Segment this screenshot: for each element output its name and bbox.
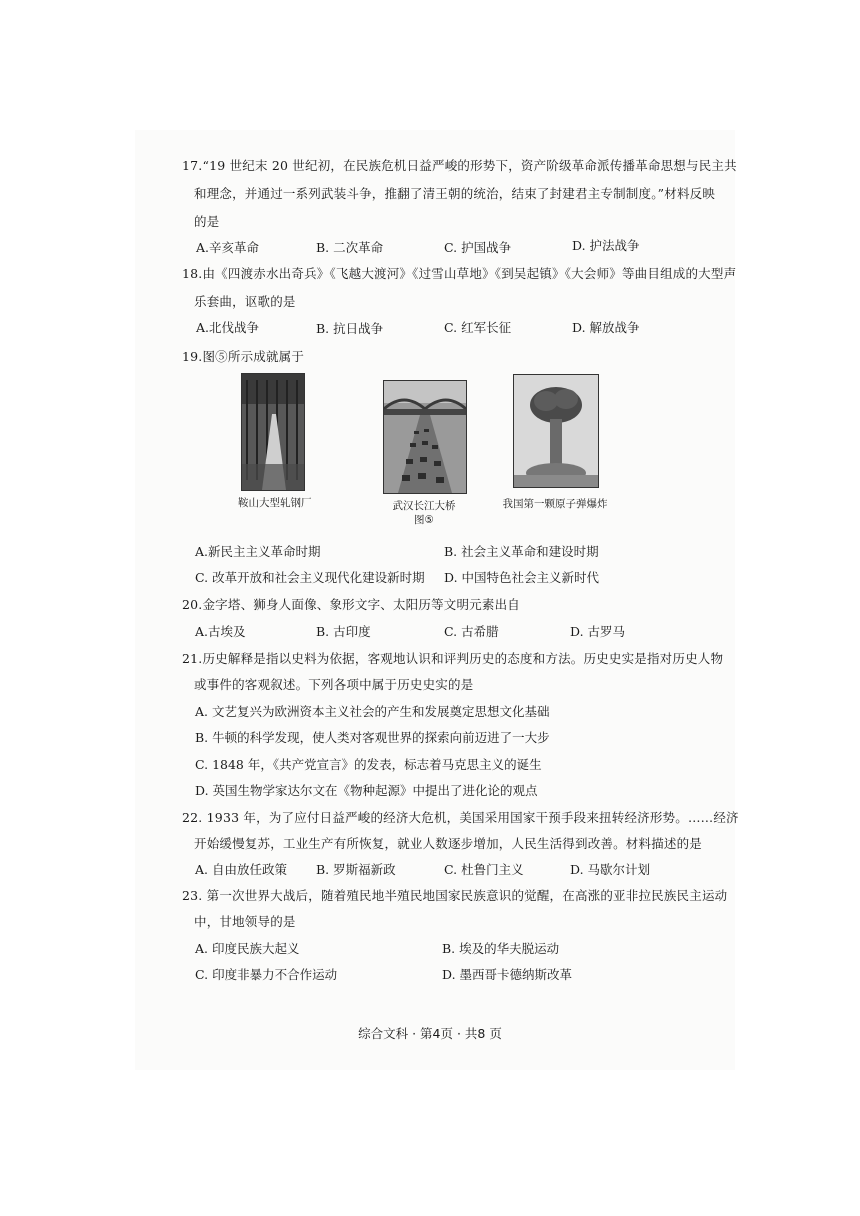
q19-option-a[interactable]: A.新民主主义革命时期 [195, 544, 321, 559]
q23-option-b[interactable]: B. 埃及的华夫脱运动 [442, 941, 560, 956]
q18-option-b[interactable]: B. 抗日战争 [316, 321, 384, 336]
q21-line-2: 或事件的客观叙述。下列各项中属于历史史实的是 [194, 677, 474, 692]
q20-option-b[interactable]: B. 古印度 [316, 624, 371, 639]
q18-option-a[interactable]: A.北伐战争 [196, 320, 260, 335]
q17-line-1: 17.“19 世纪末 20 世纪初，在民族危机日益严峻的形势下，资产阶级革命派传播革命思想与民主共 [182, 158, 737, 173]
q23-line-2: 中，甘地领导的是 [194, 914, 296, 929]
figure-caption-yangtze-bridge: 武汉长江大桥 [392, 500, 456, 512]
q23-line-1: 23. 第一次世界大战后，随着殖民地半殖民地国家民族意识的觉醒，在高涨的亚非拉民族民主运动 [182, 888, 728, 903]
q23-option-d[interactable]: D. 墨西哥卡德纳斯改革 [442, 967, 573, 982]
q17-line-2: 和理念，并通过一系列武装斗争，推翻了清王朝的统治，结束了封建君主专制制度。”材料反映 [194, 186, 716, 201]
q23-option-a[interactable]: A. 印度民族大起义 [195, 941, 300, 956]
q22-line-2: 开始缓慢复苏，工业生产有所恢复，就业人数逐步增加，人民生活得到改善。材料描述的是 [194, 836, 703, 851]
q19-option-b[interactable]: B. 社会主义革命和建设时期 [444, 544, 599, 559]
q18-line-1: 18.由《四渡赤水出奇兵》《飞越大渡河》《过雪山草地》《到吴起镇》《大会师》等曲目组成的大型声 [182, 266, 737, 281]
q22-option-b[interactable]: B. 罗斯福新政 [316, 862, 396, 877]
atomic-bomb-photo [513, 374, 599, 488]
q20-option-c[interactable]: C. 古希腊 [444, 624, 499, 639]
q17-line-3: 的是 [194, 214, 220, 229]
figure-label: 图⑤ [414, 514, 434, 526]
q21-option-b[interactable]: B. 牛顿的科学发现，使人类对客观世界的探索向前迈进了一大步 [195, 730, 550, 745]
q19-option-c[interactable]: C. 改革开放和社会主义现代化建设新时期 [195, 570, 425, 585]
q22-option-d[interactable]: D. 马歇尔计划 [570, 862, 651, 877]
yangtze-bridge-image [384, 381, 466, 493]
q19-line-1: 19.图⑤所示成就属于 [182, 349, 305, 364]
q22-line-1: 22. 1933 年，为了应付日益严峻的经济大危机，美国采用国家干预手段来扭转经济形势。……经济 [182, 810, 739, 825]
q18-option-d[interactable]: D. 解放战争 [572, 320, 640, 335]
steel-mill-photo [241, 373, 305, 491]
q20-line-1: 20.金字塔、狮身人面像、象形文字、太阳历等文明元素出自 [182, 597, 520, 612]
q21-option-a[interactable]: A. 文艺复兴为欧洲资本主义社会的产生和发展奠定思想文化基础 [195, 704, 550, 719]
q22-option-c[interactable]: C. 杜鲁门主义 [444, 862, 524, 877]
q20-option-a[interactable]: A.古埃及 [195, 624, 246, 639]
q21-line-1: 21.历史解释是指以史料为依据，客观地认识和评判历史的态度和方法。历史史实是指对历史人物 [182, 651, 724, 666]
q23-option-c[interactable]: C. 印度非暴力不合作运动 [195, 967, 338, 982]
q17-option-d[interactable]: D. 护法战争 [572, 238, 640, 253]
q22-option-a[interactable]: A. 自由放任政策 [195, 862, 287, 877]
figure-caption-atomic-bomb: 我国第一颗原子弹爆炸 [502, 498, 608, 510]
q21-option-d[interactable]: D. 英国生物学家达尔文在《物种起源》中提出了进化论的观点 [195, 783, 538, 798]
mushroom-cloud-image [514, 375, 598, 487]
page-footer: 综合文科 · 第4页 · 共8 页 [358, 1026, 502, 1041]
q17-option-a[interactable]: A.辛亥革命 [196, 240, 260, 255]
figure-caption-steel-mill: 鞍山大型轧钢厂 [238, 497, 312, 509]
q18-line-2: 乐套曲，讴歌的是 [194, 294, 296, 309]
q20-option-d[interactable]: D. 古罗马 [570, 624, 626, 639]
q21-option-c[interactable]: C. 1848 年，《共产党宣言》的发表，标志着马克思主义的诞生 [195, 757, 542, 772]
q18-option-c[interactable]: C. 红军长征 [444, 320, 512, 335]
q19-option-d[interactable]: D. 中国特色社会主义新时代 [444, 570, 600, 585]
q17-option-c[interactable]: C. 护国战争 [444, 240, 512, 255]
q17-option-b[interactable]: B. 二次革命 [316, 240, 384, 255]
yangtze-bridge-photo [383, 380, 467, 494]
steel-mill-image [242, 374, 304, 490]
